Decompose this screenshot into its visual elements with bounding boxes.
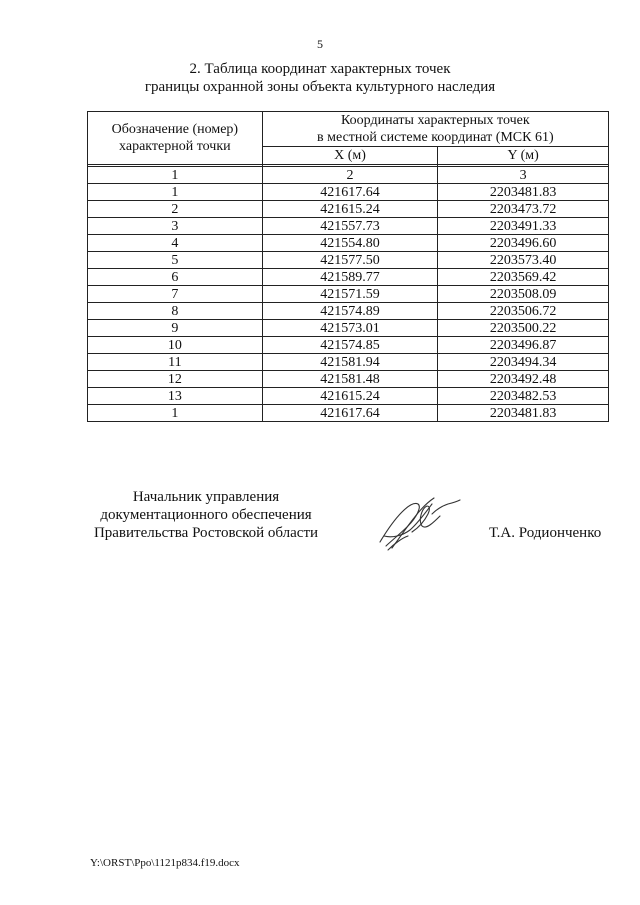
table-row (88, 184, 609, 201)
y-coordinate-cell: 2203496.60 (438, 235, 609, 252)
y-coordinate-cell: 2203491.33 (438, 218, 609, 235)
y-coordinate-cell: 2203482.53 (438, 388, 609, 405)
x-coordinate-cell: 421581.94 (262, 354, 438, 371)
y-coordinate-cell: 2203481.83 (438, 184, 609, 201)
y-coordinate-cell: 2203569.42 (438, 269, 609, 286)
point-number-cell: 1 (88, 184, 263, 201)
column-number: 1 (88, 167, 263, 184)
table-row (88, 269, 609, 286)
coordinates-header (262, 112, 608, 147)
table-row (88, 354, 609, 371)
point-designation-header-line-1: Обозначение (номер) (111, 122, 239, 137)
table-row (88, 252, 609, 269)
table-title (0, 60, 640, 96)
point-number-cell: 1 (88, 405, 263, 422)
point-number-cell: 13 (88, 388, 263, 405)
coordinates-table (87, 111, 609, 422)
coordinates-header-line-1: Координаты характерных точек (341, 113, 530, 128)
handwritten-signature (372, 492, 462, 556)
signer-position-line-2: документационного обеспечения (100, 507, 312, 523)
column-numbers-row (88, 167, 609, 184)
table-row (88, 388, 609, 405)
coordinates-table-body (88, 184, 609, 422)
x-coordinate-cell: 421615.24 (262, 388, 438, 405)
point-number-cell: 11 (88, 354, 263, 371)
point-number-cell: 6 (88, 269, 263, 286)
file-path-footer: Y:\ORST\Ppo\1121p834.f19.docx (90, 857, 240, 869)
table-row (88, 405, 609, 422)
x-coordinate-cell: 421574.89 (262, 303, 438, 320)
x-coordinate-cell: 421617.64 (262, 184, 438, 201)
x-coordinate-cell: 421573.01 (262, 320, 438, 337)
point-number-cell: 8 (88, 303, 263, 320)
x-coordinate-cell: 421554.80 (262, 235, 438, 252)
y-coordinate-cell: 2203508.09 (438, 286, 609, 303)
coordinates-header-line-2: в местной системе координат (МСК 61) (317, 130, 554, 145)
table-row (88, 320, 609, 337)
point-number-cell: 4 (88, 235, 263, 252)
point-designation-header-line-2: характерной точки (119, 139, 231, 154)
y-coordinate-cell: 2203573.40 (438, 252, 609, 269)
point-number-cell: 2 (88, 201, 263, 218)
table-row (88, 286, 609, 303)
x-coordinate-cell: 421557.73 (262, 218, 438, 235)
y-coordinate-cell: 2203481.83 (438, 405, 609, 422)
column-number: 3 (438, 167, 609, 184)
column-number: 2 (262, 167, 438, 184)
y-coordinate-cell: 2203506.72 (438, 303, 609, 320)
table-row (88, 201, 609, 218)
y-coordinate-cell: 2203496.87 (438, 337, 609, 354)
point-number-cell: 7 (88, 286, 263, 303)
x-coordinate-cell: 421615.24 (262, 201, 438, 218)
point-number-cell: 3 (88, 218, 263, 235)
point-number-cell: 12 (88, 371, 263, 388)
x-coordinate-cell: 421574.85 (262, 337, 438, 354)
signer-position-line-1: Начальник управления (132, 489, 280, 505)
x-column-header: X (м) (262, 147, 438, 165)
table-row (88, 303, 609, 320)
signer-position (88, 488, 324, 542)
table-row (88, 337, 609, 354)
point-number-cell: 10 (88, 337, 263, 354)
table-row (88, 218, 609, 235)
table-title-line-1: 2. Таблица координат характерных точек (189, 61, 451, 77)
y-coordinate-cell: 2203500.22 (438, 320, 609, 337)
x-coordinate-cell: 421581.48 (262, 371, 438, 388)
point-number-cell: 5 (88, 252, 263, 269)
table-title-line-2: границы охранной зоны объекта культурного наследия (144, 79, 496, 95)
y-coordinate-cell: 2203492.48 (438, 371, 609, 388)
table-row (88, 371, 609, 388)
signer-position-line-3: Правительства Ростовской области (93, 525, 319, 541)
y-coordinate-cell: 2203473.72 (438, 201, 609, 218)
signer-name: Т.А. Родионченко (489, 525, 602, 541)
x-coordinate-cell: 421589.77 (262, 269, 438, 286)
x-coordinate-cell: 421577.50 (262, 252, 438, 269)
point-designation-header (88, 112, 263, 165)
y-coordinate-cell: 2203494.34 (438, 354, 609, 371)
table-row (88, 235, 609, 252)
page-number: 5 (317, 37, 323, 51)
point-number-cell: 9 (88, 320, 263, 337)
y-column-header: Y (м) (438, 147, 609, 165)
x-coordinate-cell: 421617.64 (262, 405, 438, 422)
x-coordinate-cell: 421571.59 (262, 286, 438, 303)
